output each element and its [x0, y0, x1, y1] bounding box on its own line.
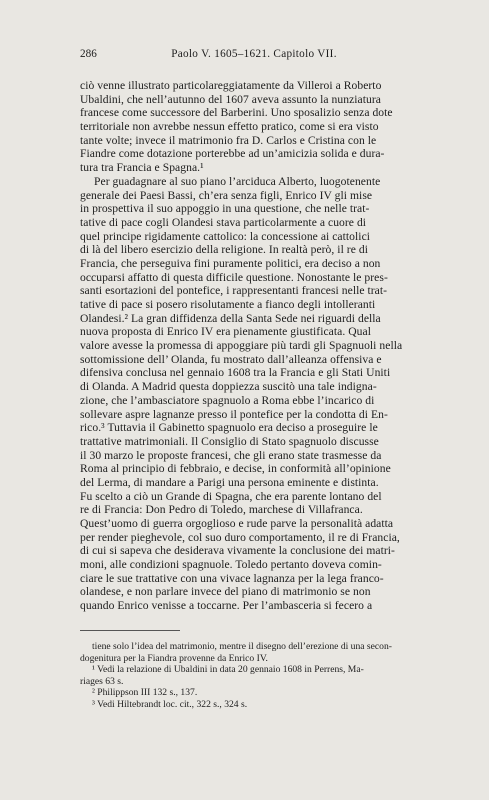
main-text [80, 79, 445, 613]
text-line: olandese, e non parlare invece del piano di matrimonio se non [80, 585, 371, 599]
text-line: del Lerma, di mandare a Parigi una persona eminente e distinta. [80, 475, 379, 489]
footnote-line: ¹ Vedi la relazione di Ubaldini in data 20 gennaio 1608 in Perrens, Ma- [92, 664, 364, 676]
text-line: ciò venne illustrato particolareggiatamente da Villeroi a Roberto [80, 79, 382, 92]
text-line: francese come successore del Barberini. Uno sposalizio senza dote [80, 106, 393, 120]
text-line: tative di pace si posero risolutamente a fianco degli intolleranti [80, 298, 376, 311]
text-line: ciare le sue trattative con una vivace lagnanza per la lega franco- [80, 571, 384, 585]
text-line: di Olanda. A Madrid questa doppiezza suscitò una tale indigna- [80, 380, 377, 394]
text-line: valore avesse la promessa di appoggiare più tardi gli Spagnuoli nella [80, 339, 403, 353]
footnotes [80, 641, 445, 711]
footnote-line: tiene solo l’idea del matrimonio, mentre il disegno dell’erezione di una secon- [92, 641, 392, 652]
footnote-line: ² Philippson III 132 s., 137. [92, 687, 198, 699]
text-line: Fu scelto a ciò un Grande di Spagna, che era parente lontano del [80, 489, 382, 503]
text-line: in prospettiva il suo appoggio in una questione, che nelle trat- [80, 202, 370, 216]
footnote-line: riages 63 s. [80, 675, 124, 687]
text-line: quel principe rigidamente cattolico: la concessione ai cattolici [80, 229, 371, 243]
text-line: re di Francia: Don Pedro di Toledo, marchese di Villafranca. [80, 503, 363, 517]
text-line: di cui si sapeva che desiderava vivamente la conclusione dei matri- [80, 544, 395, 558]
text-line: Quest’uomo di guerra orgoglioso e rude parve la personalità adatta [80, 517, 394, 530]
text-line: sollevare aspre lagnanze presso il pontefice per la condotta di En- [80, 407, 388, 421]
text-line: rico.³ Tuttavia il Gabinetto spagnuolo era deciso a proseguire le [80, 421, 378, 435]
text-line: Olandesi.² La gran diffidenza della Santa Sede nei riguardi della [80, 311, 381, 325]
page-number: 286 [80, 48, 97, 60]
text-line: il 30 marzo le proposte francesi, che gli erano state trasmesse da [80, 448, 382, 462]
page-header [80, 47, 428, 61]
text-line: trattative matrimoniali. Il Consiglio di Stato spagnuolo discusse [80, 434, 379, 448]
text-line: tative di pace cogli Olandesi stava particolarmente a cuore di [80, 215, 367, 229]
running-head: Paolo V. 1605–1621. Capitolo VII. [171, 48, 337, 60]
text-line: territoriale non avrebbe nessun effetto pratico, come si era visto [80, 120, 379, 134]
text-line: sottomissione dell’ Olanda, fu mostrato dall’alleanza offensiva e [80, 352, 382, 366]
text-line: generale dei Paesi Bassi, ch’era senza figli, Enrico IV gli mise [80, 188, 373, 202]
text-line: Francia, che perseguiva fini puramente politici, era deciso a non [80, 256, 381, 270]
text-line: Per guadagnare al suo piano l’arciduca Alberto, luogotenente [94, 174, 381, 188]
text-line: zione, che l’ambasciatore spagnuolo a Roma ebbe l’incarico di [80, 393, 375, 407]
text-line: di là del libero esercizio della religione. In realtà però, il re di [80, 243, 368, 257]
text-line: Roma al principio di febbraio, e decise, in conformità all’opinione [80, 462, 391, 476]
text-line: Fiandre come dotazione porterebbe ad un’amicizia solida e dura- [80, 147, 385, 161]
text-line: per render pieghevole, col suo duro comportamento, il re di Francia, [80, 530, 400, 544]
text-line: santi esortazioni del pontefice, i rappresentanti francesi nelle trat- [80, 284, 388, 298]
text-line: tura tra Francia e Spagna.¹ [80, 161, 204, 175]
text-line: difensiva conclusa nel gennaio 1608 tra la Francia e gli Stati Uniti [80, 366, 391, 380]
text-line: Ubaldini, che nell’autunno del 1607 aveva assunto la nunziatura [80, 92, 381, 106]
text-line: tante volte; invece il matrimonio fra D. Carlos e Cristina con le [80, 133, 377, 147]
text-line: moni, alle condizioni spagnuole. Toledo pertanto doveva comin- [80, 558, 382, 572]
footnote-separator [80, 630, 180, 631]
text-line: quando Enrico venisse a toccarne. Per l’ambasceria si fecero a [80, 599, 373, 613]
footnote-line: ³ Vedi Hiltebrandt loc. cit., 322 s., 324 s. [92, 698, 248, 710]
footnote-line: dogenitura per la Fiandra provenne da Enrico IV. [80, 652, 268, 664]
text-line: nuova proposta di Enrico IV era pienamente giustificata. Qual [80, 325, 371, 339]
text-line: occuparsi affatto di questa difficile questione. Nonostante le pres- [80, 270, 388, 284]
